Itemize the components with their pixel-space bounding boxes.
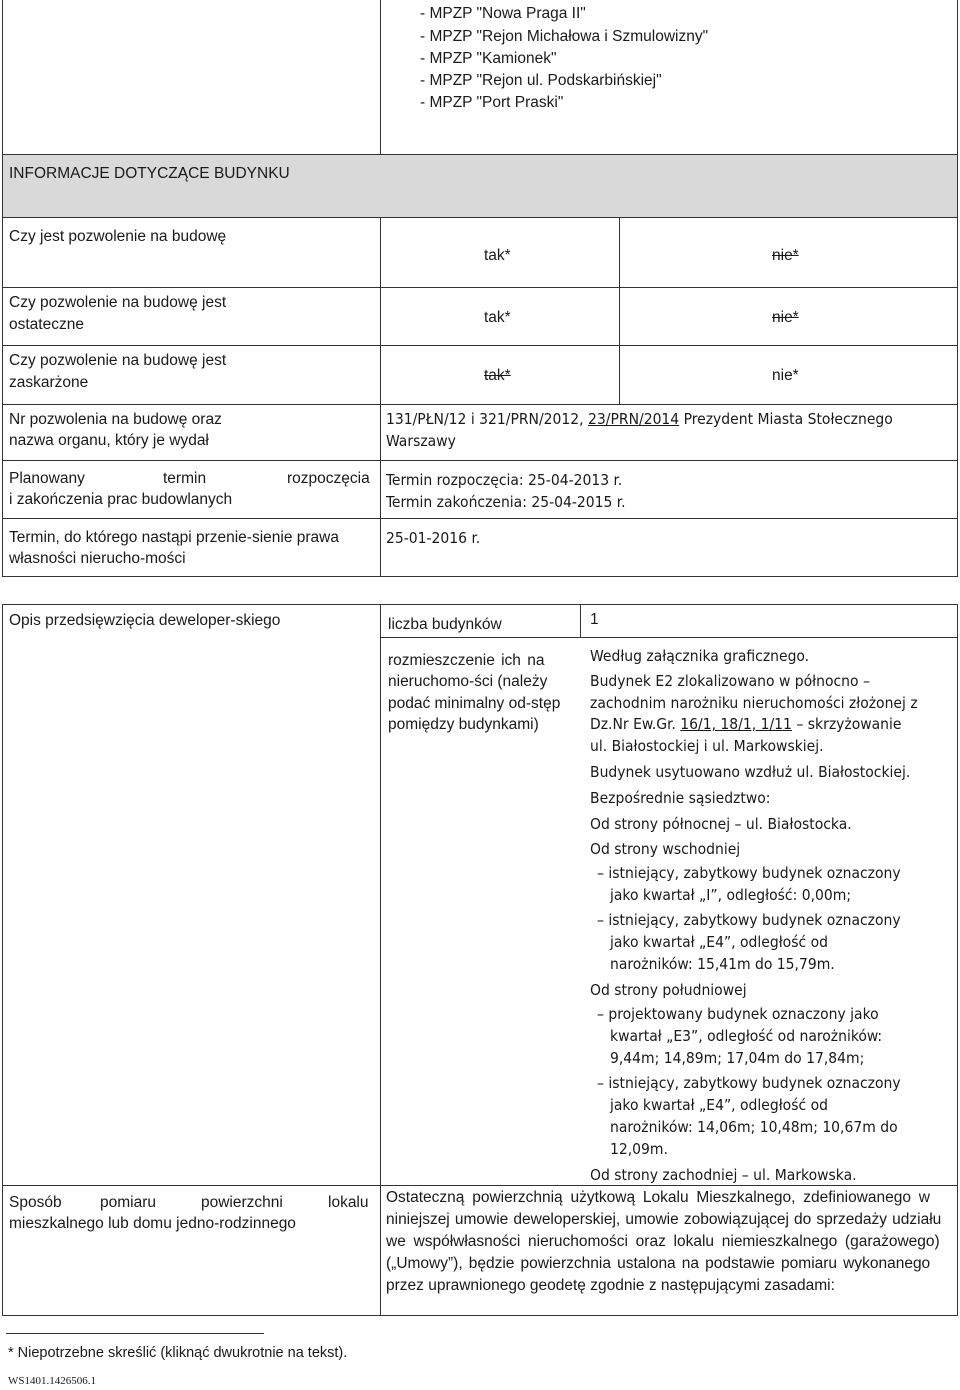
south-neighbor-item: jako kwartał „E4”, odległość od — [610, 1096, 828, 1114]
document-id: WS1401.1426506.1 — [8, 1375, 96, 1387]
placement-line: ul. Białostockiej i ul. Markowskiej. — [590, 737, 824, 755]
final-yes-option[interactable]: tak* — [484, 309, 511, 326]
south-neighbor-item: kwartał „E3”, odległość od narożników: — [610, 1027, 883, 1045]
measurement-label-word: powierzchni — [201, 1194, 283, 1211]
south-neighbor-item: 9,44m; 14,89m; 17,04m do 17,84m; — [610, 1049, 865, 1067]
mpzp-item: - MPZP "Nowa Praga II" — [420, 5, 586, 22]
east-neighbor-item: narożników: 15,41m do 15,79m. — [610, 955, 835, 973]
transfer-value: 25-01-2016 r. — [386, 529, 481, 547]
buildings-count-value: 1 — [590, 611, 599, 628]
schedule-label-word: Planowany — [9, 470, 85, 487]
placement-line: Od strony wschodniej — [590, 840, 741, 858]
measurement-label-word: pomiaru — [100, 1194, 156, 1211]
mpzp-item: - MPZP "Rejon Michałowa i Szmulowizny" — [420, 28, 709, 45]
south-neighbor-item: – istniejący, zabytkowy budynek oznaczony — [597, 1074, 901, 1092]
permit-number-label: Nr pozwolenia na budowę oraz — [9, 411, 222, 428]
permit-number-label: nazwa organu, który je wydał — [9, 432, 209, 449]
east-neighbor-item: jako kwartał „E4”, odległość od — [610, 933, 828, 951]
measurement-label-word: Sposób — [9, 1194, 62, 1211]
permit-issuer-line2: Warszawy — [386, 432, 456, 450]
placement-label-line: nieruchomo-ści (należy — [388, 673, 548, 690]
placement-line — [590, 713, 901, 735]
measurement-line: („Umowy”), będzie powierzchnia ustalona na podstawie pomiaru wykonanego — [386, 1255, 931, 1272]
placement-line: Od strony zachodniej – ul. Markowska. — [590, 1166, 857, 1184]
east-neighbor-item: jako kwartał „I”, odległość: 0,00m; — [610, 886, 852, 904]
footnote: * Niepotrzebne skreślić (kliknąć dwukrotnie na tekst). — [8, 1345, 348, 1361]
final-no-option[interactable]: nie* — [772, 309, 799, 326]
description-label: Opis przedsięwzięcia deweloper-skiego — [9, 612, 281, 629]
measurement-line: przez uprawnionego geodetę zgodnie z następującymi zasadami: — [386, 1277, 835, 1294]
section-header: INFORMACJE DOTYCZĄCE BUDYNKU — [9, 165, 290, 182]
permit-number-link: 23/PRN/2014 — [588, 410, 680, 428]
final-label: ostateczne — [9, 316, 84, 333]
south-neighbor-item: – projektowany budynek oznaczony jako — [597, 1005, 879, 1023]
permit-yes-option[interactable]: tak* — [484, 247, 511, 264]
mpzp-item: - MPZP "Kamionek" — [420, 50, 557, 67]
placement-label-line: rozmieszczenie ich na — [388, 652, 545, 669]
placement-label-line: pomiędzy budynkami) — [388, 716, 539, 733]
measurement-line: niniejszej umowie deweloperskiej, umowie zobowiązującej do sprzedaży udziału — [386, 1211, 942, 1228]
plot-prefix: Dz.Nr Ew.Gr. — [590, 715, 681, 733]
appealed-label: zaskarżone — [9, 374, 89, 391]
measurement-line: we współwłasności nieruchomości oraz lokalu niemieszkalnego (garażowego) — [386, 1233, 940, 1250]
permit-label: Czy jest pozwolenie na budowę — [9, 228, 227, 245]
schedule-label-word: termin — [163, 470, 207, 487]
plot-suffix: – skrzyżowanie — [791, 715, 902, 733]
placement-line: Budynek usytuowano wzdłuż ul. Białostockiej. — [590, 763, 911, 781]
placement-line: Bezpośrednie sąsiedztwo: — [590, 789, 771, 807]
permit-number-value — [386, 408, 893, 430]
south-neighbor-item: narożników: 14,06m; 10,48m; 10,67m do — [610, 1118, 898, 1136]
schedule-start: Termin rozpoczęcia: 25-04-2013 r. — [386, 471, 623, 489]
transfer-label: Termin, do którego nastąpi przenie-sienie prawa — [9, 529, 339, 546]
measurement-label: mieszkalnego lub domu jedno-rodzinnego — [9, 1215, 296, 1232]
plot-numbers: 16/1, 18/1, 1/11 — [680, 715, 792, 733]
placement-line: Budynek E2 zlokalizowano w północno – — [590, 672, 870, 690]
measurement-label-word: lokalu — [328, 1194, 369, 1211]
east-neighbor-item: – istniejący, zabytkowy budynek oznaczony — [597, 911, 901, 929]
east-neighbor-item: – istniejący, zabytkowy budynek oznaczony — [597, 864, 901, 882]
schedule-label-word: rozpoczęcia — [287, 470, 370, 487]
appealed-yes-option[interactable]: tak* — [484, 367, 511, 384]
appealed-no-option[interactable]: nie* — [772, 367, 799, 384]
placement-line: zachodnim narożniku nieruchomości złożonej z — [590, 694, 918, 712]
permit-issuer: Prezydent Miasta Stołecznego — [679, 410, 893, 428]
measurement-line: Ostateczną powierzchnią użytkową Lokalu Mieszkalnego, zdefiniowanego w — [386, 1189, 930, 1206]
appealed-label: Czy pozwolenie na budowę jest — [9, 352, 227, 369]
schedule-end: Termin zakończenia: 25-04-2015 r. — [386, 493, 626, 511]
south-neighbor-item: 12,09m. — [610, 1140, 668, 1158]
final-label: Czy pozwolenie na budowę jest — [9, 294, 227, 311]
permit-no-option[interactable]: nie* — [772, 247, 799, 264]
permit-number-part: 131/PŁN/12 i 321/PRN/2012, — [386, 410, 589, 428]
mpzp-item: - MPZP "Port Praski" — [420, 94, 564, 111]
placement-line: Według załącznika graficznego. — [590, 647, 810, 665]
buildings-count-label: liczba budynków — [388, 616, 502, 633]
mpzp-item: - MPZP "Rejon ul. Podskarbińskiej" — [420, 72, 662, 89]
placement-line: Od strony północnej – ul. Białostocka. — [590, 815, 852, 833]
placement-label-line: podać minimalny od-stęp — [388, 695, 561, 712]
placement-line: Od strony południowej — [590, 981, 747, 999]
schedule-label: i zakończenia prac budowlanych — [9, 491, 233, 508]
transfer-label: własności nierucho-mości — [9, 550, 186, 567]
